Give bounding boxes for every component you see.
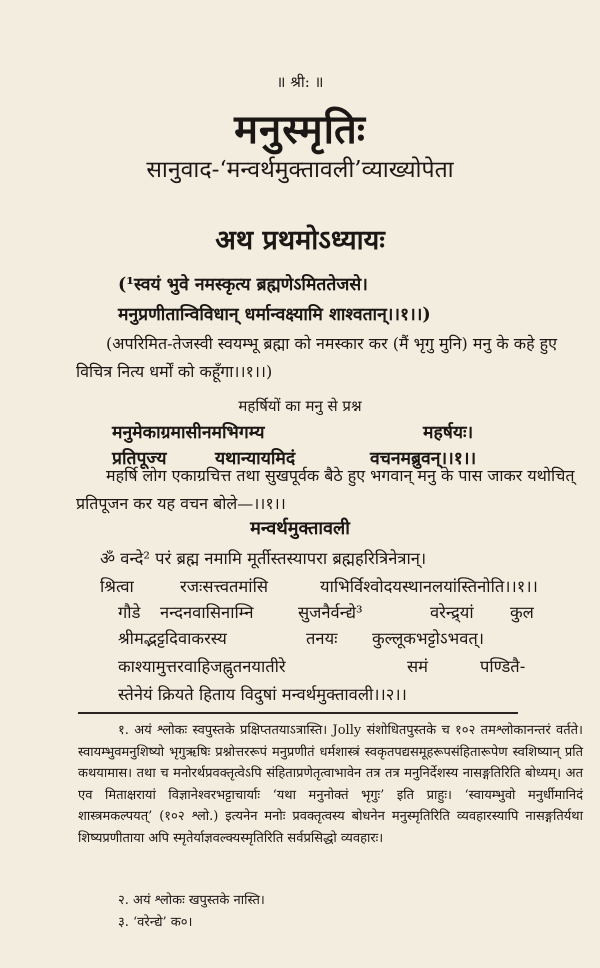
footnote-3: ३. ‘वरेन्द्ये’ क०। xyxy=(118,915,193,930)
commentary-line4b: तनयः xyxy=(306,629,338,648)
commentary-line2a: श्रित्वा xyxy=(100,577,134,596)
footnote-divider xyxy=(78,712,518,714)
commentary-line5b: समं xyxy=(407,657,429,676)
commentary-line3d: वरेन्द्र्यां xyxy=(430,603,474,622)
commentary-line6: स्तेनेयं क्रियते हिताय विदुषां मन्वर्थमुक्तावली।।२।। xyxy=(118,685,407,704)
verse2-translation: महर्षि लोग एकाग्रचित्त तथा सुखपूर्वक बैठे हुए भगवान् मनु के पास जाकर यथोचित् प्रतिपूजन कर यह वचन बोले—।।१।। xyxy=(76,466,575,513)
verse1-line1: (¹स्वयं भुवे नमस्कृत्य ब्रह्मणेऽमिततेजसे। xyxy=(118,275,368,295)
verse2-line2b: यथान्यायमिदं xyxy=(215,449,296,469)
commentary-line4a: श्रीमद्भट्टदिवाकरस्य xyxy=(118,629,227,648)
verse2-line2a: प्रतिपूज्य xyxy=(112,449,167,469)
commentary-line4c: कुल्लूकभट्टोऽभवत्। xyxy=(372,629,485,648)
verse1-translation: (अपरिमित-तेजस्वी स्वयम्भू ब्रह्मा को नमस्कार कर (मैं भृगु मुनि) मनु के कहे हुए विचित्र नित्य धर्मों को कहूँगा।।१।।) xyxy=(76,334,557,381)
chapter-heading: अथ प्रथमोऽध्यायः xyxy=(215,225,385,256)
commentary-line3e: कुल xyxy=(510,603,534,622)
invocation: ॥ श्री: ॥ xyxy=(276,73,324,91)
commentary-line5c: पण्डितै- xyxy=(480,657,526,676)
commentary-title: मन्वर्थमुक्तावली xyxy=(250,518,350,539)
commentary-line3a: गौडे xyxy=(118,603,141,622)
verse2-line1a: मनुमेकाग्रमासीनमभिगम्य xyxy=(112,423,265,443)
commentary-line2b: रजःसत्त्वतमांसि xyxy=(180,577,268,596)
commentary-line5a: काश्यामुत्तरवाहिजह्नुतनयातीरे xyxy=(118,657,286,676)
footnote-1: १. अयं श्लोकः स्वपुस्तके प्रक्षिप्ततयाऽत्रास्ति। Jolly संशोधितपुस्तके च १०२ तमश्लोकानन्तरं वर्तते। स्वायम्भुवमनुशिष्यो भृगुऋषिः प्रश्नोत्तररूपं मनुप्रणीतं धर्मशास्त्रं स्वकृतपद्यसमूहरूपसंहितारूपेण स्वशिष्यान् प्रति कथयामास। तथा च मनोरर्थप्रवक्तृत्वेऽपि संहिताप्रणेतृत्वाभावेन तत्र तत्र मनुनिर्देशस्य नासङ्गतिरिति बोध्यम्। अत एव मिताक्षरायां विज्ञानेश्वरभट्टाचार्याः ‘यथा मनुनोक्तं भृगुः’ इति प्राहुः। ‘स्वायम्भुवो मनुर्धीमानिदं शास्त्रमकल्पयत्’ (१०२ श्लो.) इत्यनेन मनोः प्रवक्तृत्वस्य बोधनेन मनुस्मृतिरिति व्यवहारस्यापि नासङ्गतिर्यथा शिष्यप्रणीताया अपि स्मृतेर्याज्ञवल्क्यस्मृतिरिति सर्वप्रसिद्धो व्यवहारः। xyxy=(78,723,583,846)
verse2-line2c: वचनमब्रुवन्।।१।। xyxy=(370,449,477,469)
section-caption: महर्षियों का मनु से प्रश्न xyxy=(238,397,362,415)
verse2-line1b: महर्षयः। xyxy=(423,423,474,443)
page-subtitle: सानुवाद-‘मन्वर्थमुक्तावली’व्याख्योपेता xyxy=(146,157,454,183)
verse1-line2: मनुप्रणीतान्विविधान् धर्मान्वक्ष्यामि शाश्वतान्।।१।।) xyxy=(118,305,431,325)
commentary-line2c: याभिर्विश्वोदयस्थानलयांस्तिनोति।।१।। xyxy=(320,577,538,596)
footnote-2: २. अयं श्लोकः खपुस्तके नास्ति। xyxy=(118,893,265,908)
commentary-line3b: नन्दनवासिनाम्नि xyxy=(160,603,254,622)
page-title: मनुस्मृतिः xyxy=(234,106,366,153)
commentary-line3c: सुजनैर्वन्द्ये³ xyxy=(298,603,363,622)
commentary-line1: ॐ वन्दे² परं ब्रह्म नमामि मूर्तीस्तस्यापरा ब्रह्महरित्रिनेत्रान्। xyxy=(100,549,427,568)
